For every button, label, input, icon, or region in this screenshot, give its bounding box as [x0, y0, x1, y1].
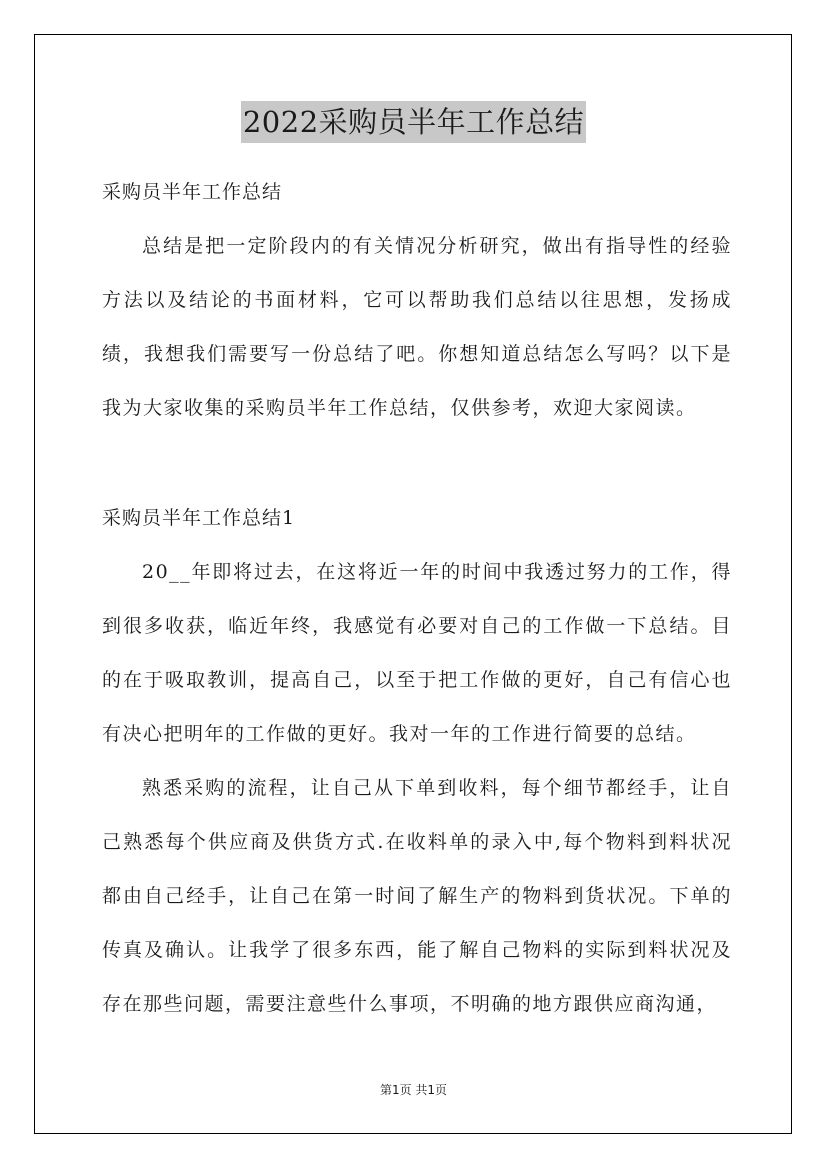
- document-title-text: 2022采购员半年工作总结: [241, 101, 586, 143]
- document-title: [0, 101, 827, 143]
- page-number-footer: 第1页 共1页: [379, 1083, 448, 1097]
- section-1-paragraph-1: 20__年即将过去，在这将近一年的时间中我透过努力的工作，得到很多收获，临近年终，我感觉有必要对自己的工作做一下总结。目的在于吸取教训，提高自己，以至于把工作做的更好，自己有信心也有决心把明年的工作做的更好。我对一年的工作进行简要的总结。: [102, 561, 732, 745]
- document-subtitle: 采购员半年工作总结: [102, 181, 283, 203]
- section-1-paragraph-2: 熟悉采购的流程，让自己从下单到收料，每个细节都经手，让自己熟悉每个供应商及供货方式.在收料单的录入中,每个物料到料状况都由自己经手，让自己在第一时间了解生产的物料到货状况。下单的传真及确认。让我学了很多东西，能了解自己物料的实际到料状况及存在那些问题，需要注意些什么事项，不明确的地方跟供应商沟通，: [102, 777, 732, 1015]
- section-1-heading: 采购员半年工作总结1: [102, 507, 296, 529]
- intro-paragraph: 总结是把一定阶段内的有关情况分析研究，做出有指导性的经验方法以及结论的书面材料，它可以帮助我们总结以往思想，发扬成绩，我想我们需要写一份总结了吧。你想知道总结怎么写吗？以下是我为大家收集的采购员半年工作总结，仅供参考，欢迎大家阅读。: [102, 235, 732, 419]
